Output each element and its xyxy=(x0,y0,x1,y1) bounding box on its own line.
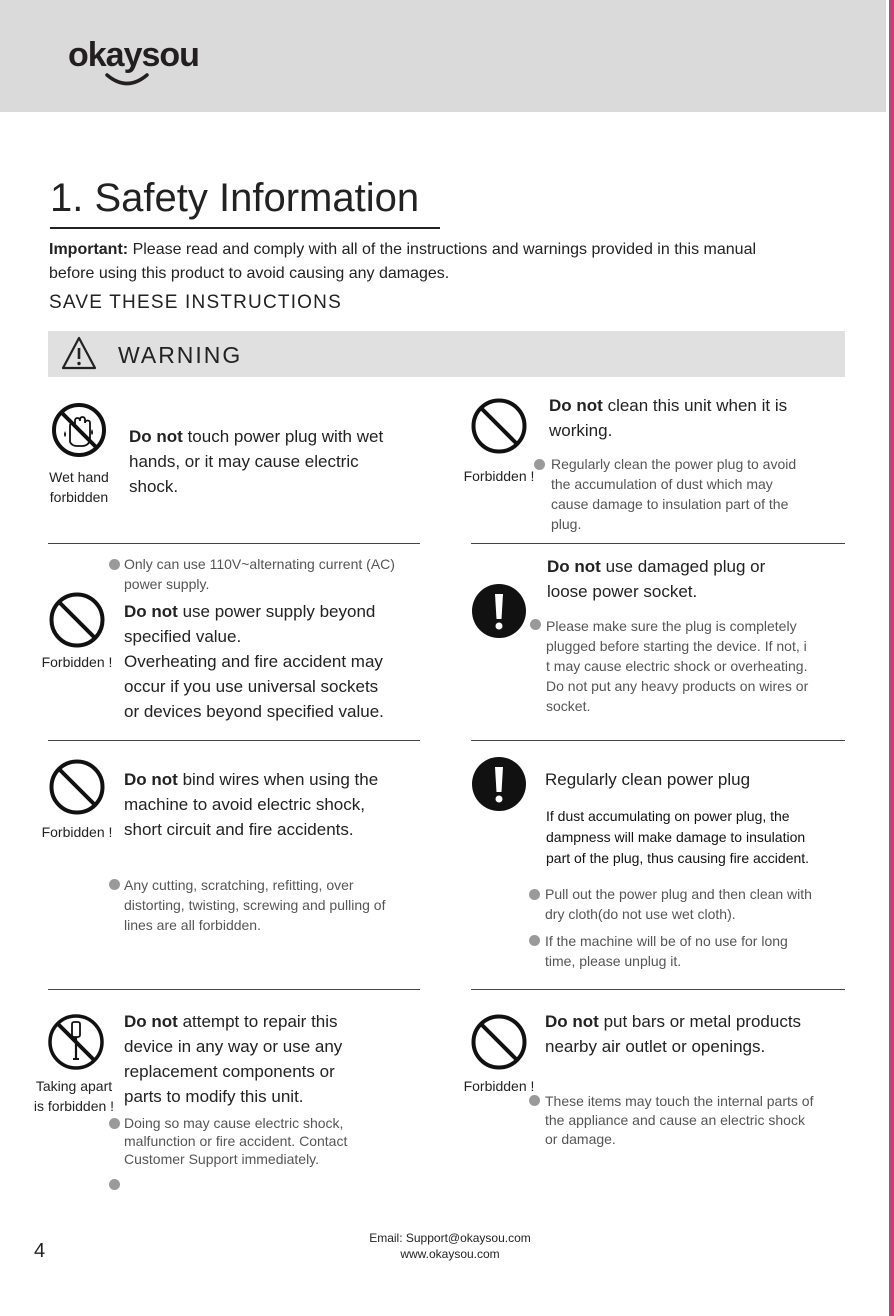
bullet-dot xyxy=(529,889,540,900)
power-supply-note xyxy=(124,554,434,594)
bullet-dot xyxy=(109,1118,120,1129)
power-supply-text-line-3: Overheating and fire accident may xyxy=(124,652,383,671)
intro-text-1: Please read and comply with all of the instructions and warnings provided in this manual xyxy=(132,241,757,258)
wet-hand-text-line-3: shock. xyxy=(129,477,179,496)
logo-smile-icon xyxy=(105,72,149,88)
divider xyxy=(48,989,420,990)
bind-wires-text-line-2: machine to avoid electric shock, xyxy=(124,795,365,814)
forbidden-caption: Forbidden ! xyxy=(463,1078,535,1094)
forbidden-caption: Forbidden ! xyxy=(41,654,113,670)
do-not-label: Do not xyxy=(545,1012,599,1031)
metal-bars-text xyxy=(545,1009,845,1059)
forbidden-icon xyxy=(470,397,528,455)
do-not-label: Do not xyxy=(549,396,603,415)
repair-text-line-4: parts to modify this unit. xyxy=(124,1087,304,1106)
clean-plug-text-line-1: If dust accumulating on power plug, the xyxy=(546,808,790,824)
intro-line-2: before using this product to avoid causing any damages. xyxy=(49,265,450,282)
forbidden-icon xyxy=(48,591,106,649)
title-underline xyxy=(50,227,440,229)
bullet-dot xyxy=(534,459,545,470)
power-supply-note-line-2: power supply. xyxy=(124,576,210,592)
taking-apart-caption-line-2: is forbidden ! xyxy=(33,1098,115,1114)
metal-bars-text-line-2: nearby air outlet or openings. xyxy=(545,1037,766,1056)
damaged-plug-note-line-3: t may cause electric shock or overheating. xyxy=(546,658,808,674)
bind-wires-note-line-1: Any cutting, scratching, refitting, over xyxy=(124,877,354,893)
wet-hand-caption-line-1: Wet hand xyxy=(49,469,109,485)
bullet-dot xyxy=(530,619,541,630)
forbidden-icon xyxy=(470,1013,528,1071)
bind-wires-text-line-1: bind wires when using the xyxy=(182,770,379,789)
damaged-plug-note-line-2: plugged before starting the device. If not, i xyxy=(546,638,807,654)
forbidden-caption: Forbidden ! xyxy=(463,468,535,484)
clean-plug-note-1-line-1: Pull out the power plug and then clean with xyxy=(545,886,812,902)
metal-bars-text-line-1: put bars or metal products xyxy=(603,1012,802,1031)
damaged-plug-text xyxy=(547,554,847,604)
taking-apart-caption-line-1: Taking apart xyxy=(35,1078,113,1094)
metal-bars-note-line-2: the appliance and cause an electric shock xyxy=(545,1112,805,1128)
power-supply-note-line-1: Only can use 110V~alternating current (AC) xyxy=(124,556,395,572)
forbidden-icon xyxy=(48,758,106,816)
repair-note-line-2: malfunction or fire accident. Contact xyxy=(124,1133,348,1149)
damaged-plug-text-line-2: loose power socket. xyxy=(547,582,698,601)
wet-hand-forbidden-icon xyxy=(51,402,107,458)
do-not-label: Do not xyxy=(547,557,601,576)
bullet-dot xyxy=(109,1179,120,1190)
divider xyxy=(48,543,420,544)
clean-plug-note-1 xyxy=(545,884,850,924)
bullet-dot xyxy=(109,559,120,570)
taking-apart-caption xyxy=(24,1076,124,1116)
screwdriver-forbidden-icon xyxy=(47,1013,105,1071)
footer-contact xyxy=(300,1230,600,1262)
divider xyxy=(471,989,845,990)
forbidden-caption: Forbidden ! xyxy=(41,824,113,840)
damaged-plug-note-line-4: Do not put any heavy products on wires or xyxy=(546,678,809,694)
repair-note-line-3: Customer Support immediately. xyxy=(124,1151,320,1167)
damaged-plug-text-line-1: use damaged plug or xyxy=(605,557,766,576)
bullet-dot xyxy=(529,1095,540,1106)
bind-wires-note-line-3: lines are all forbidden. xyxy=(124,917,261,933)
important-label: Important: xyxy=(49,241,129,258)
clean-plug-heading: Regularly clean power plug xyxy=(545,770,751,789)
repair-text-line-1: attempt to repair this xyxy=(182,1012,338,1031)
wet-hand-text-line-2: hands, or it may cause electric xyxy=(129,452,359,471)
wet-hand-text-line-1: touch power plug with wet xyxy=(187,427,384,446)
bullet-dot xyxy=(109,879,120,890)
metal-bars-note-line-3: or damage. xyxy=(545,1131,616,1147)
clean-working-text-line-2: working. xyxy=(549,421,613,440)
repair-text-line-3: replacement components or xyxy=(124,1062,335,1081)
bind-wires-text xyxy=(124,767,424,842)
page-edge-accent xyxy=(889,0,894,1316)
bind-wires-note xyxy=(124,875,424,935)
damaged-plug-note-line-5: socket. xyxy=(546,698,591,714)
clean-working-text xyxy=(549,393,849,443)
repair-note xyxy=(124,1114,424,1168)
clean-working-note-line-4: plug. xyxy=(551,516,582,532)
damaged-plug-note xyxy=(546,616,846,716)
clean-plug-note-1-line-2: dry cloth(do not use wet cloth). xyxy=(545,906,736,922)
power-supply-text-line-4: occur if you use universal sockets xyxy=(124,677,379,696)
power-supply-text-line-1: use power supply beyond xyxy=(182,602,376,621)
power-supply-text-line-2: specified value. xyxy=(124,627,242,646)
do-not-label: Do not xyxy=(124,602,178,621)
clean-working-note-line-3: cause damage to insulation part of the xyxy=(551,496,789,512)
divider xyxy=(471,740,845,741)
wet-hand-caption xyxy=(40,467,118,507)
damaged-plug-note-line-1: Please make sure the plug is completely xyxy=(546,618,797,634)
wet-hand-text xyxy=(129,424,429,499)
wet-hand-caption-line-2: forbidden xyxy=(49,489,109,505)
footer-website: www.okaysou.com xyxy=(400,1247,500,1261)
power-supply-text-line-5: or devices beyond specified value. xyxy=(124,702,384,721)
mandatory-exclamation-icon xyxy=(471,582,527,640)
clean-working-note xyxy=(551,454,841,534)
metal-bars-note xyxy=(545,1092,853,1149)
clean-working-note-line-2: the accumulation of dust which may xyxy=(551,476,773,492)
warning-triangle-icon xyxy=(60,335,98,371)
do-not-label: Do not xyxy=(124,770,178,789)
warning-label: WARNING xyxy=(118,342,243,368)
bind-wires-note-line-2: distorting, twisting, screwing and pulling of xyxy=(124,897,386,913)
repair-note-line-1: Doing so may cause electric shock, xyxy=(124,1115,344,1131)
bullet-dot xyxy=(529,935,540,946)
metal-bars-note-line-1: These items may touch the internal parts of xyxy=(545,1093,814,1109)
mandatory-exclamation-icon xyxy=(471,755,527,813)
page-number: 4 xyxy=(34,1240,46,1262)
page-title: 1. Safety Information xyxy=(50,176,420,220)
clean-plug-note-2 xyxy=(545,931,845,971)
do-not-label: Do not xyxy=(124,1012,178,1031)
repair-text-line-2: device in any way or use any xyxy=(124,1037,343,1056)
do-not-label: Do not xyxy=(129,427,183,446)
clean-working-text-line-1: clean this unit when it is xyxy=(607,396,788,415)
clean-plug-text xyxy=(546,806,846,869)
footer-email: Email: Support@okaysou.com xyxy=(369,1231,531,1245)
brand-logo: okaysou xyxy=(68,36,199,74)
clean-plug-note-2-line-2: time, please unplug it. xyxy=(545,953,682,969)
clean-plug-text-line-2: dampness will make damage to insulation xyxy=(546,829,806,845)
divider xyxy=(48,740,420,741)
divider xyxy=(471,543,845,544)
bind-wires-text-line-3: short circuit and fire accidents. xyxy=(124,820,354,839)
intro-line-1 xyxy=(49,241,756,259)
clean-plug-note-2-line-1: If the machine will be of no use for long xyxy=(545,933,788,949)
save-instructions: SAVE THESE INSTRUCTIONS xyxy=(49,292,342,313)
repair-text xyxy=(124,1009,424,1109)
clean-working-note-line-1: Regularly clean the power plug to avoid xyxy=(551,456,797,472)
power-supply-text xyxy=(124,599,424,724)
clean-plug-text-line-3: part of the plug, thus causing fire accident. xyxy=(546,850,810,866)
